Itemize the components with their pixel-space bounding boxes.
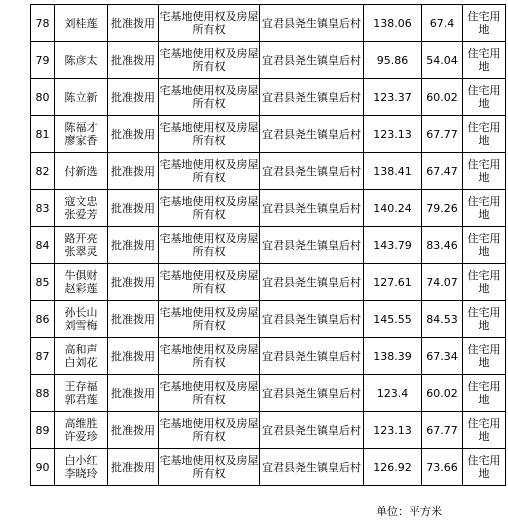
owner-name-cell: 牛俱财 赵彩莲 — [55, 264, 108, 301]
land-area-cell: 143.79 — [364, 227, 422, 264]
table-row — [31, 264, 506, 301]
approval-method-cell: 批准拨用 — [108, 264, 159, 301]
land-use-cell: 住宅用地 — [463, 227, 506, 264]
table-row — [31, 227, 506, 264]
owner-name-cell: 陈福才 廖家香 — [55, 116, 108, 153]
right-type-cell: 宅基地使用权及房屋所有权 — [159, 227, 260, 264]
land-use-cell: 住宅用地 — [463, 153, 506, 190]
table-row — [31, 153, 506, 190]
land-area-cell: 126.92 — [364, 449, 422, 486]
location-cell: 宜君县尧生镇皇后村 — [260, 449, 364, 486]
right-type-cell: 宅基地使用权及房屋所有权 — [159, 449, 260, 486]
location-cell: 宜君县尧生镇皇后村 — [260, 116, 364, 153]
building-area-cell: 74.07 — [422, 264, 463, 301]
approval-method-cell: 批准拨用 — [108, 449, 159, 486]
approval-method-cell: 批准拨用 — [108, 412, 159, 449]
building-area-cell: 67.4 — [422, 5, 463, 42]
row-number-cell: 78 — [31, 5, 55, 42]
table-row — [31, 375, 506, 412]
land-area-cell: 95.86 — [364, 42, 422, 79]
row-number-cell: 88 — [31, 375, 55, 412]
right-type-cell: 宅基地使用权及房屋所有权 — [159, 116, 260, 153]
row-number-cell: 84 — [31, 227, 55, 264]
owner-name-cell: 孙长山 刘雪梅 — [55, 301, 108, 338]
location-cell: 宜君县尧生镇皇后村 — [260, 5, 364, 42]
land-use-cell: 住宅用地 — [463, 338, 506, 375]
land-use-cell: 住宅用地 — [463, 449, 506, 486]
building-area-cell: 73.66 — [422, 449, 463, 486]
location-cell: 宜君县尧生镇皇后村 — [260, 301, 364, 338]
table-row — [31, 412, 506, 449]
land-use-cell: 住宅用地 — [463, 5, 506, 42]
owner-name-cell: 高和声 白刘花 — [55, 338, 108, 375]
right-type-cell: 宅基地使用权及房屋所有权 — [159, 412, 260, 449]
owner-name-cell: 高维胜 许爱珍 — [55, 412, 108, 449]
land-registration-table — [30, 4, 506, 486]
location-cell: 宜君县尧生镇皇后村 — [260, 338, 364, 375]
land-area-cell: 127.61 — [364, 264, 422, 301]
right-type-cell: 宅基地使用权及房屋所有权 — [159, 153, 260, 190]
building-area-cell: 83.46 — [422, 227, 463, 264]
land-use-cell: 住宅用地 — [463, 42, 506, 79]
row-number-cell: 81 — [31, 116, 55, 153]
row-number-cell: 87 — [31, 338, 55, 375]
location-cell: 宜君县尧生镇皇后村 — [260, 412, 364, 449]
owner-name-cell: 陈立新 — [55, 79, 108, 116]
approval-method-cell: 批准拨用 — [108, 79, 159, 116]
table-row — [31, 42, 506, 79]
table-row — [31, 449, 506, 486]
land-area-cell: 123.37 — [364, 79, 422, 116]
approval-method-cell: 批准拨用 — [108, 375, 159, 412]
land-area-cell: 123.4 — [364, 375, 422, 412]
approval-method-cell: 批准拨用 — [108, 190, 159, 227]
approval-method-cell: 批准拨用 — [108, 301, 159, 338]
row-number-cell: 85 — [31, 264, 55, 301]
owner-name-cell: 寇文忠 张爱芳 — [55, 190, 108, 227]
right-type-cell: 宅基地使用权及房屋所有权 — [159, 79, 260, 116]
unit-note: 单位：平方米 — [376, 505, 442, 518]
land-area-cell: 123.13 — [364, 116, 422, 153]
land-use-cell: 住宅用地 — [463, 190, 506, 227]
land-area-cell: 123.13 — [364, 412, 422, 449]
owner-name-cell: 陈彦太 — [55, 42, 108, 79]
location-cell: 宜君县尧生镇皇后村 — [260, 375, 364, 412]
table-row — [31, 5, 506, 42]
table-body — [31, 5, 506, 486]
table-row — [31, 116, 506, 153]
land-use-cell: 住宅用地 — [463, 264, 506, 301]
owner-name-cell: 路开亮 张翠灵 — [55, 227, 108, 264]
building-area-cell: 67.77 — [422, 412, 463, 449]
owner-name-cell: 白小红 李晓玲 — [55, 449, 108, 486]
building-area-cell: 84.53 — [422, 301, 463, 338]
building-area-cell: 60.02 — [422, 79, 463, 116]
location-cell: 宜君县尧生镇皇后村 — [260, 264, 364, 301]
land-use-cell: 住宅用地 — [463, 412, 506, 449]
owner-name-cell: 刘桂莲 — [55, 5, 108, 42]
right-type-cell: 宅基地使用权及房屋所有权 — [159, 264, 260, 301]
right-type-cell: 宅基地使用权及房屋所有权 — [159, 5, 260, 42]
right-type-cell: 宅基地使用权及房屋所有权 — [159, 338, 260, 375]
land-area-cell: 138.41 — [364, 153, 422, 190]
row-number-cell: 89 — [31, 412, 55, 449]
approval-method-cell: 批准拨用 — [108, 227, 159, 264]
table-row — [31, 301, 506, 338]
right-type-cell: 宅基地使用权及房屋所有权 — [159, 42, 260, 79]
building-area-cell: 67.34 — [422, 338, 463, 375]
right-type-cell: 宅基地使用权及房屋所有权 — [159, 375, 260, 412]
land-use-cell: 住宅用地 — [463, 375, 506, 412]
table-row — [31, 338, 506, 375]
land-area-cell: 145.55 — [364, 301, 422, 338]
building-area-cell: 67.77 — [422, 116, 463, 153]
land-area-cell: 138.06 — [364, 5, 422, 42]
approval-method-cell: 批准拨用 — [108, 42, 159, 79]
building-area-cell: 60.02 — [422, 375, 463, 412]
row-number-cell: 86 — [31, 301, 55, 338]
land-use-cell: 住宅用地 — [463, 301, 506, 338]
location-cell: 宜君县尧生镇皇后村 — [260, 153, 364, 190]
land-area-cell: 138.39 — [364, 338, 422, 375]
table-row — [31, 190, 506, 227]
location-cell: 宜君县尧生镇皇后村 — [260, 190, 364, 227]
table-row — [31, 79, 506, 116]
approval-method-cell: 批准拨用 — [108, 5, 159, 42]
approval-method-cell: 批准拨用 — [108, 116, 159, 153]
row-number-cell: 90 — [31, 449, 55, 486]
approval-method-cell: 批准拨用 — [108, 338, 159, 375]
owner-name-cell: 付新选 — [55, 153, 108, 190]
land-area-cell: 140.24 — [364, 190, 422, 227]
land-use-cell: 住宅用地 — [463, 79, 506, 116]
right-type-cell: 宅基地使用权及房屋所有权 — [159, 190, 260, 227]
row-number-cell: 79 — [31, 42, 55, 79]
row-number-cell: 82 — [31, 153, 55, 190]
row-number-cell: 83 — [31, 190, 55, 227]
location-cell: 宜君县尧生镇皇后村 — [260, 227, 364, 264]
approval-method-cell: 批准拨用 — [108, 153, 159, 190]
building-area-cell: 54.04 — [422, 42, 463, 79]
building-area-cell: 67.47 — [422, 153, 463, 190]
location-cell: 宜君县尧生镇皇后村 — [260, 42, 364, 79]
row-number-cell: 80 — [31, 79, 55, 116]
owner-name-cell: 王存福 郭君莲 — [55, 375, 108, 412]
location-cell: 宜君县尧生镇皇后村 — [260, 79, 364, 116]
right-type-cell: 宅基地使用权及房屋所有权 — [159, 301, 260, 338]
building-area-cell: 79.26 — [422, 190, 463, 227]
land-use-cell: 住宅用地 — [463, 116, 506, 153]
